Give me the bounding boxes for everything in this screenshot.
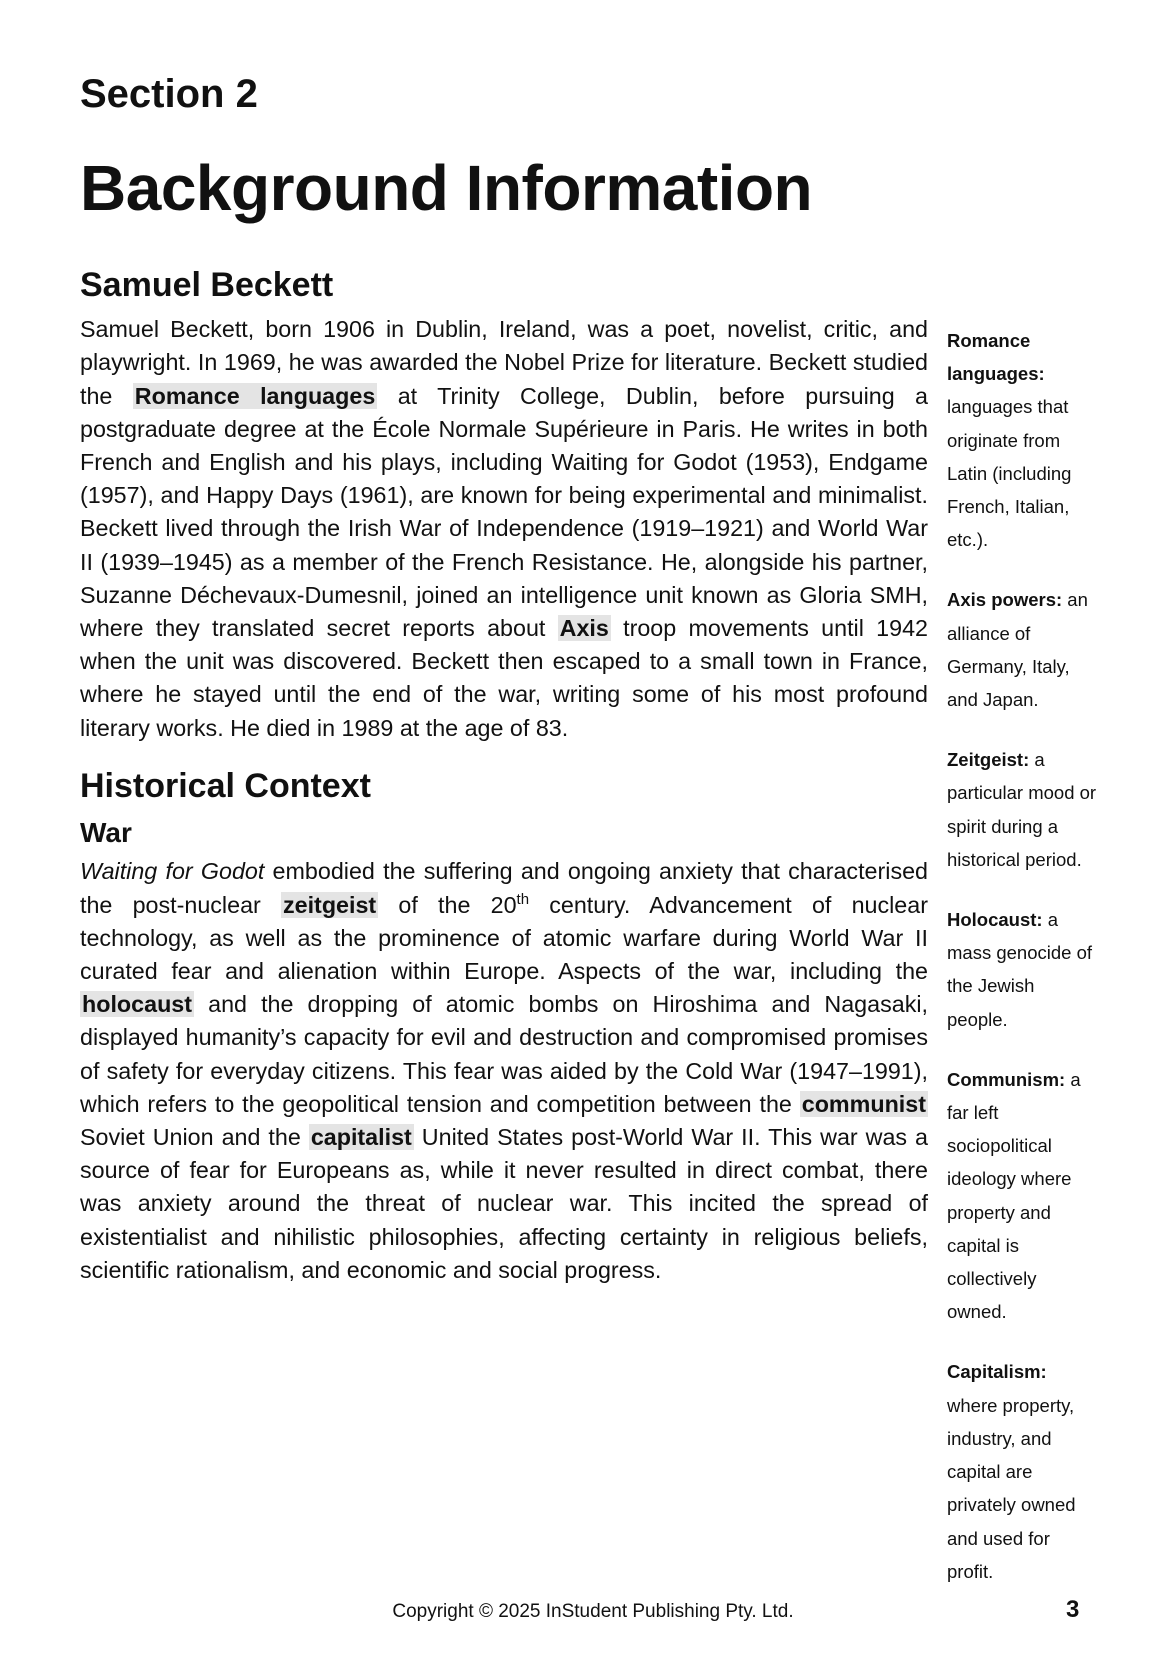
glossary-entry-term: Romance languages: xyxy=(947,330,1045,385)
glossary-entry-term: Zeitgeist: xyxy=(947,749,1030,771)
superscript-th: th xyxy=(516,890,530,908)
subheading-war: War xyxy=(80,816,132,848)
glossary-entry-definition: an alliance of Germany, Italy, and Japan. xyxy=(947,589,1088,711)
text-run: Samuel Beckett, born 1906 in Dublin, Ireland, was a poet, novelist, critic, and playwright. In 1969, he was awarded the Nobel Prize for literature. Beckett studied the xyxy=(80,316,928,409)
glossary-entry-axis-powers xyxy=(947,583,1097,716)
glossary-entry-zeitgeist xyxy=(947,743,1097,876)
glossary-entry-definition: a particular mood or spirit during a historical period. xyxy=(947,749,1097,870)
glossary-entry-romance-languages xyxy=(947,324,1097,556)
paragraph-war-context xyxy=(80,855,928,1287)
glossary-entry-definition: where property, industry, and capital are privately owned and used for profit. xyxy=(947,1394,1076,1582)
glossary-term-capitalist: capitalist xyxy=(310,1124,412,1151)
text-run: and the dropping of atomic bombs on Hiroshima and Nagasaki, displayed humanity’s capacity for evil and destruction and compromised promises of safety for everyday citizens. This fear was aided by the Cold War (1947–1991), which refers to the geopolitical tension and competition between the xyxy=(80,991,928,1117)
text-run: century. Advancement of nuclear technology, as well as the prominence of atomic warfare during World War II curated fear and alienation within Europe. Aspects of the war, including the xyxy=(80,891,928,985)
page-title: Background Information xyxy=(80,152,813,224)
glossary-term-zeitgeist: zeitgeist xyxy=(282,891,377,918)
main-content xyxy=(80,266,928,1287)
glossary-term-communist: communist xyxy=(801,1090,926,1117)
heading-historical-context: Historical Context xyxy=(80,766,371,805)
section-label: Section 2 xyxy=(80,72,258,116)
glossary-entry-term: Axis powers: xyxy=(947,589,1063,611)
glossary-term-romance-languages: Romance languages xyxy=(134,382,376,409)
glossary-entry-definition: a far left sociopolitical ideology where property and capital is collectively owned. xyxy=(947,1068,1081,1323)
text-run: Soviet Union and the xyxy=(80,1124,309,1151)
copyright-footer: Copyright © 2025 InStudent Publishing Pty. Ltd. xyxy=(392,1601,794,1622)
glossary-entry-term: Capitalism: xyxy=(947,1361,1047,1383)
glossary-entry-definition: a mass genocide of the Jewish people. xyxy=(947,909,1093,1030)
glossary-entry-capitalism xyxy=(947,1355,1097,1587)
text-run: embodied the suffering and ongoing anxiety that characterised the post-nuclear xyxy=(80,858,928,918)
play-title-italic: Waiting for Godot xyxy=(80,858,265,885)
text-run: troop movements until 1942 when the unit was discovered. Beckett then escaped to a small town in France, where he stayed until the end of the war, writing some of his most profound literary works. He died in 1989 at the age of 83. xyxy=(80,614,928,741)
glossary-term-holocaust: holocaust xyxy=(82,991,193,1018)
glossary-sidebar xyxy=(947,324,1097,1615)
glossary-entry-communism xyxy=(947,1063,1097,1329)
heading-samuel-beckett: Samuel Beckett xyxy=(80,266,334,304)
glossary-term-axis: Axis xyxy=(559,614,609,641)
text-run: at Trinity College, Dublin, before pursuing a postgraduate degree at the École Normale Supérieure in Paris. He writes in both French and English and his plays, including Waiting for Godot (1953), Endgame (1957), and Happy Days (1961), are known for being experimental and minimalist. Beckett lived through the Irish War of Independence (1919–1921) and World War II (1939–1945) as a member of the French Resistance. He, alongside his partner, Suzanne Déchevaux-Dumesnil, joined an intelligence unit known as Gloria SMH, where they translated secret reports about xyxy=(80,382,929,641)
glossary-entry-definition: languages that originate from Latin (including French, Italian, etc.). xyxy=(947,396,1072,551)
glossary-entry-holocaust xyxy=(947,903,1097,1036)
glossary-entry-term: Communism: xyxy=(947,1068,1066,1090)
paragraph-beckett-bio xyxy=(80,313,928,745)
glossary-entry-term: Holocaust: xyxy=(947,909,1043,931)
text-run: United States post-World War II. This war was a source of fear for Europeans as, while it never resulted in direct combat, there was anxiety around the threat of nuclear war. This incited the spread of existentialist and nihilistic philosophies, affecting certainty in religious beliefs, scientific rationalism, and economic and social progress. xyxy=(80,1124,929,1283)
text-run: of the 20 xyxy=(378,891,517,918)
page-number: 3 xyxy=(1066,1596,1080,1623)
